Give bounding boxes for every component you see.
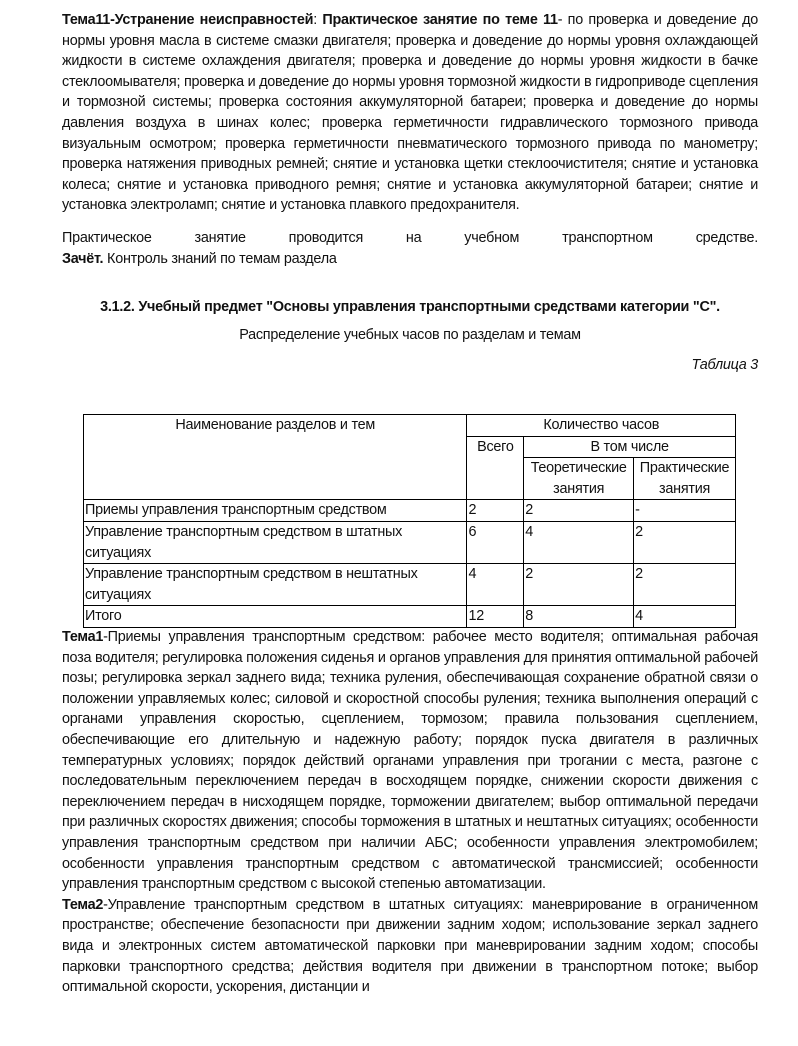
row-practice: 2 [634, 521, 736, 563]
topic11-practical-label: Практическое занятие по теме 11 [322, 12, 558, 28]
table-caption: Распределение учебных часов по разделам и темам [239, 327, 581, 344]
table-row [84, 564, 736, 606]
topic2-label: Тема2 [62, 896, 104, 913]
hours-table [83, 414, 736, 628]
header-including: В том числе [524, 436, 736, 458]
row-total: 2 [467, 500, 524, 522]
topic11-colon: : [313, 12, 323, 28]
topic1-label: Тема1 [62, 629, 104, 645]
topic2-paragraph [62, 895, 758, 998]
row-theory: 8 [524, 606, 634, 628]
credit-paragraph [62, 249, 758, 270]
topic11-text: - по проверка и доведение до нормы уровня масла в системе смазки двигателя; проверка и доведение до нормы уровня охлаждающей жидкости в системе охлаждения двигателя; проверка и доведение до нормы уровня жидкости в бачке стеклоомывателя; проверка и доведение до нормы уровня тормозной жидкости в гидроприводе сцепления и тормозной системы; проверка состояния аккумуляторной батареи; проверка и доведение до нормы давления воздуха в шинах колес; проверка герметичности гидравлического тормозного привода визуальным осмотром; проверка герметичности пневматического тормозного привода по манометру; проверка натяжения приводных ремней; снятие и установка щетки стеклоочистителя; снятие и установка колеса; снятие и установка приводного ремня; снятие и установка аккумуляторной батареи; снятие и установка электроламп; снятие и установка плавкого предохранителя. [62, 12, 758, 214]
document-page [62, 10, 758, 373]
topic1-paragraph [62, 627, 758, 895]
topic11-label: Тема11 [62, 12, 111, 28]
topic11-paragraph [62, 10, 758, 216]
practical-note-text: Практическое занятие проводится на учебном транспортном средстве. [62, 229, 758, 246]
credit-label: Зачёт. [62, 250, 104, 267]
table-total-row [84, 606, 736, 628]
credit-text: Контроль знаний по темам раздела [103, 250, 337, 267]
header-theory: Теоретические занятия [524, 458, 634, 500]
row-theory: 2 [524, 500, 634, 522]
table-row [84, 521, 736, 563]
header-name-col: Наименование разделов и тем [84, 415, 467, 500]
topic2-text: -Управление транспортным средством в штатных ситуациях: маневрирование в ограниченном пространстве; обеспечение безопасности при движении задним ходом; использование зеркал заднего вида и электронных систем автоматической парковки при маневрировании задним ходом; способы парковки транспортного средства; действия водителя при движении в транспортном потоке; выбор оптимальной скорости, ускорения, дистанции и [62, 896, 758, 996]
row-name: Управление транспортным средством в штатных ситуациях [84, 521, 467, 563]
table-header-row [84, 415, 736, 437]
row-total: 12 [467, 606, 524, 628]
row-name: Приемы управления транспортным средством [84, 500, 467, 522]
header-hours-group: Количество часов [467, 415, 736, 437]
row-practice: 2 [634, 564, 736, 606]
table-row [84, 500, 736, 522]
row-name: Управление транспортным средством в нештатных ситуациях [84, 564, 467, 606]
row-theory: 4 [524, 521, 634, 563]
row-practice: 4 [634, 606, 736, 628]
practical-note-paragraph [62, 228, 758, 249]
row-total: 4 [467, 564, 524, 606]
row-total: 6 [467, 521, 524, 563]
header-practice: Практические занятия [634, 458, 736, 500]
topic11-title: -Устранение неисправностей [110, 12, 314, 28]
topics-continued [62, 627, 758, 998]
section-heading: 3.1.2. Учебный предмет "Основы управления транспортными средствами категории "С". [100, 299, 720, 316]
row-name: Итого [84, 606, 467, 628]
table-number: Таблица 3 [691, 357, 758, 374]
header-total: Всего [467, 436, 524, 500]
row-practice: - [634, 500, 736, 522]
topic1-text: -Приемы управления транспортным средством: рабочее место водителя; оптимальная рабочая поза водителя; регулировка положения сиденья и органов управления для принятия оптимальной рабочей позы; регулировка зеркал заднего вида; техника руления, обеспечивающая сохранение обратной связи о положении управляемых колес; силовой и скоростной способы руления; техника выполнения операций с органами управления скоростью, сцеплением, тормозом; правила пользования сцеплением, обеспечивающие его длительную и надежную работу; порядок пуска двигателя в различных температурных условиях; порядок действий органами управления при трогании с места, разгоне с последовательным переключением передач в восходящем порядке, снижении скорости движения с переключением передач в нисходящем порядке, торможении двигателем; выбор оптимальной передачи при различных скоростях движения; способы торможения в штатных и нештатных ситуациях; особенности управления транспортным средством при наличии АБС; особенности управления электромобилем; особенности управления транспортным средством с автоматической трансмиссией; особенности управления транспортным средством с высокой степенью автоматизации. [62, 629, 758, 893]
row-theory: 2 [524, 564, 634, 606]
